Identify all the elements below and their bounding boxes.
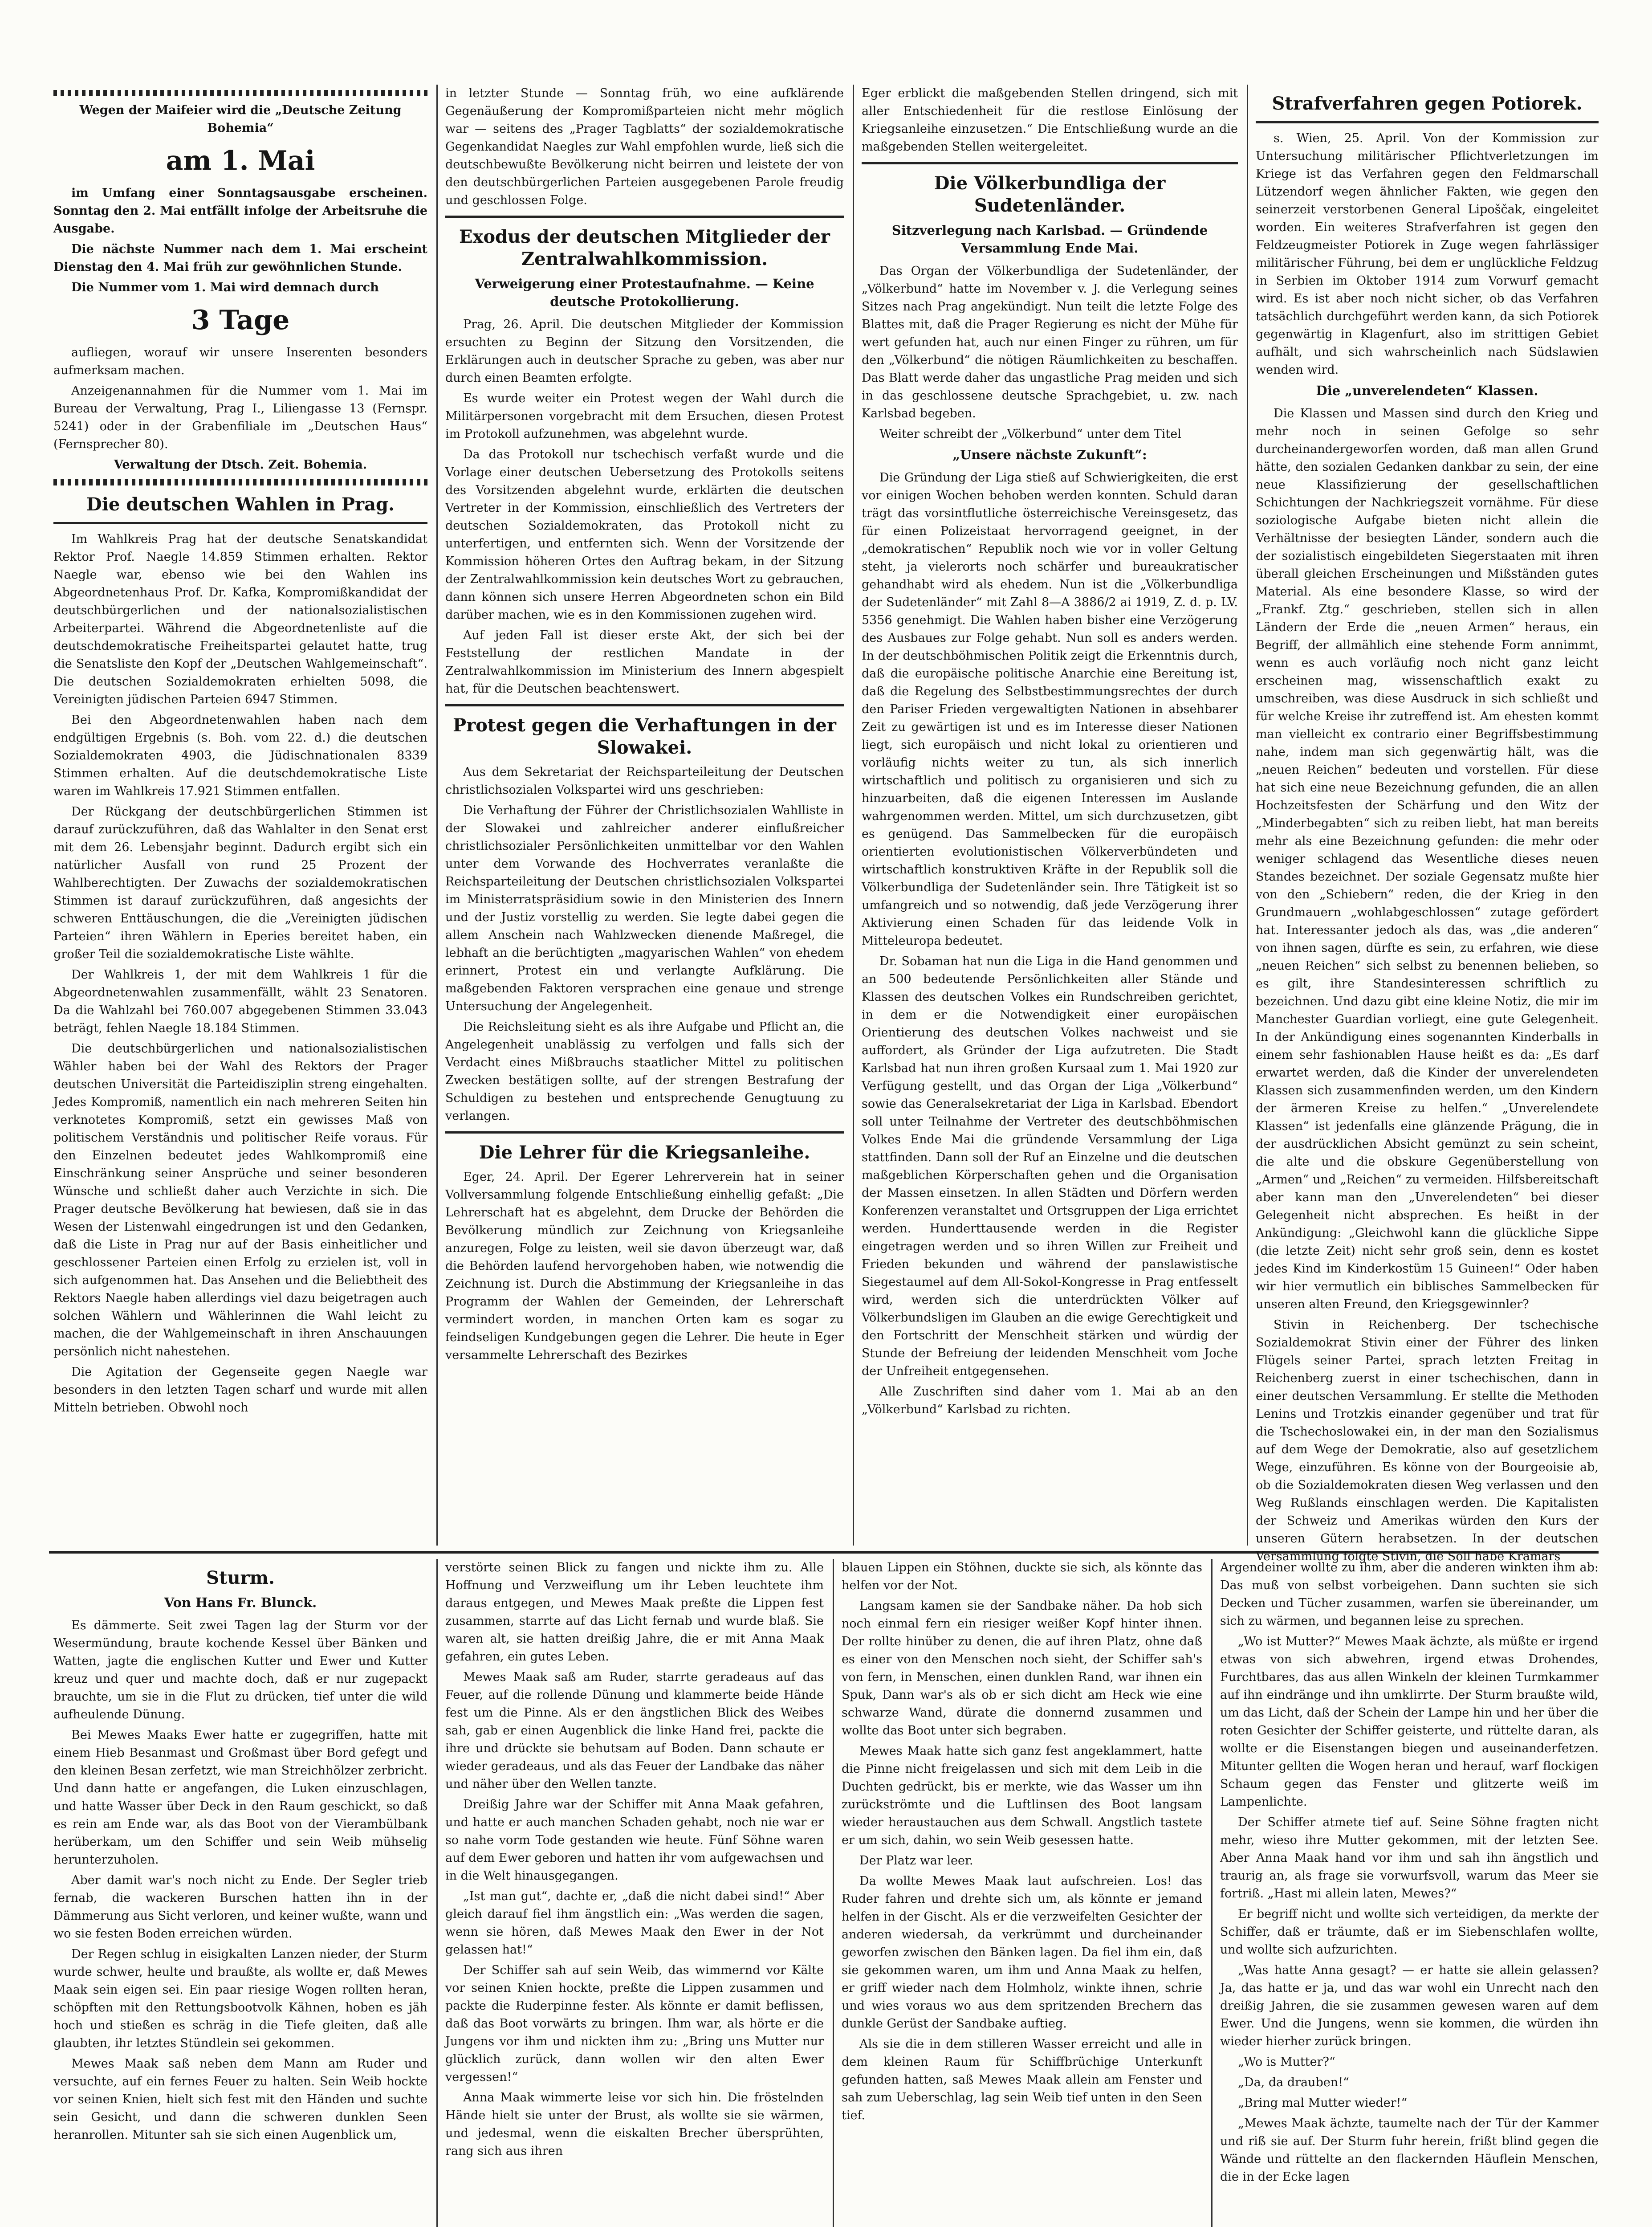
article-paragraph: Die Klassen und Massen sind durch den Krieg und mehr noch in seinen Gefolge so sehr durcheinandergeworfen worden, daß man allen Grund hätte, den sozialen Gedanken dankbar zu sein, der eine neue Klassifizierung der gesellschaftlichen Schichtungen der Nachkriegszeit vornähme. Für diese soziologische Aufgabe bieten nicht allein die Verhältnisse der besiegten Länder, sondern auch die der sozialistisch eingebildeten Siegerstaaten mit ihren überall gleichen Erscheinungen und Mißständen gutes Material. Als eine besondere Klasse, so wird der „Frankf. Ztg.“ geschrieben, stellen sich in allen Ländern der Erde die „neuen Armen“ heraus, ein Begriff, der allmählich eine stehende Form annimmt, wenn es auch vorläufig noch nicht ganz leicht erscheinen mag, wissenschaftlich exakt zu umschreiben, was diese Ausdruck in sich schließt und für welche Kreise ihr zutreffend ist. Am ehesten kommt man vielleicht ex contrario einer Begriffsbestimmung nahe, indem man sich gegenwärtig hält, was die „neuen Reichen“ bedeuten und vorstellen. Für diese hat sich eine neue Bezeichnung gefunden, die an allen Hochzeitsfesten der Schärfung und den Witz der „Minderbegabten“ sich zu reiben liebt, hat man bereits mehr als eine Bezeichnung gefunden: die mehr oder weniger schlagend das Wesentliche dieses neuen Standes bezeichnet. Der soziale Gegensatz mußte hier von den „Schiebern“ reden, die der Krieg in den Grundmauern „wohlabgeschlossen“ zutage gefördert hat. Interessanter jedoch als das, was „die anderen“ von ihnen sagen, dürfte es sein, zu erfahren, wie diese „neuen Reichen“ sich selbst zu benennen belieben, so es gilt, ihre Standesinteressen schriftlich zu bezeichnen. Und dazu gibt eine kleine Notiz, die mir im Manchester Guardian vorliegt, eine gute Gelegenheit. In der Ankündigung eines sogenannten Kinderballs in einem sehr fashionablen Hause heißt es da: „Es darf erwartet werden, daß die Kinder der unverelendeten Klassen sich zusammenfinden werden, um den Kindern der ärmeren Kreise zu helfen.“ „Unverelendete Klassen“ ist jedenfalls eine glänzende Prägung, die in der ausdrücklichen Absicht gemünzt zu sein scheint, die alte und die obskure Gegenüberstellung von „Armen“ und „Reichen“ zu vermeiden. Hilfsbereitschaft aber kann man den „Unverelendeten“ bei dieser Gelegenheit nicht absprechen. Es heißt in der Ankündigung: „Gleichwohl kann die glückliche Sippe (die letzte Zeit) nicht sehr groß sein, denn es kostet jedes Kind im Kinderkostüm 15 Guineen!“ Oder haben wir hier vermutlich ein biblisches Sammelbecken für unseren alten Freund, den Kriegsgewinnler?	[1256, 407, 1599, 1311]
story-paragraph: verstörte seinen Blick zu fangen und nickte ihm zu. Alle Hoffnung und Verzweiflung um ihr Leben leuchtete ihm daraus entgegen, und Mewes Maak preßte die Lippen fest zusammen, starrte auf das Licht fernab und wurde blaß. Sie waren alt, sie hatten dreißig Jahre, die er mit Anna Maak gefahren, ein gutes Leben.	[445, 1561, 824, 1664]
article-paragraph: Bei den Abgeordnetenwahlen haben nach dem endgültigen Ergebnis (s. Boh. vom 22. d.) die deutschen Sozialdemokraten 4903, die Jüdischnationalen 8339 Stimmen erhalten. Auf die deutschdemokratische Liste waren im Wahlkreis 17.921 Stimmen entfallen.	[53, 713, 427, 798]
article-paragraph: Der Wahlkreis 1, der mit dem Wahlkreis 1 für die Abgeordnetenwahlen zusammenfällt, wählt 23 Senatoren. Da die Wahlzahl bei 760.007 abgegebenen Stimmen 33.043 beträgt, fehlen Naegle 18.184 Stimmen.	[53, 968, 427, 1035]
story-paragraph: „Da, da drauben!“	[1238, 2076, 1349, 2089]
notice-text: aufliegen, worauf wir unsere Inserenten besonders aufmerksam machen.	[53, 346, 427, 377]
article-paragraph: Es wurde weiter ein Protest wegen der Wahl durch die Militärpersonen vorgebracht mit dem Ersuchen, diesen Protest im Protokoll aufzunehmen, was abgelehnt wurde.	[445, 392, 844, 441]
story-paragraph: Da wollte Mewes Maak laut aufschreien. Los! das Ruder fahren und drehte sich um, als könnte er jemand helfen in der Gischt. Als er die verzweifelten Gesichter der anderen wiedersah, da verkrümmt und durcheinander geworfen zwischen den Bänken lagen. Da fiel ihm ein, daß sie gekommen waren, um ihm und Anna Maak zu helfen, er griff wieder nach dem Holmholz, winkte ihnen, schrie und wies voraus wo aus dem spritzenden Brechern das dunkle Gerüst der Sandbake auftieg.	[842, 1874, 1202, 2031]
article-paragraph: Auf jeden Fall ist dieser erste Akt, der sich bei der Feststellung der restlichen Mandate in der Zentralwahlkommission im Ministerium des Innern abgespielt hat, für die Deutschen beachtenswert.	[445, 628, 844, 696]
notice-text: Anzeigenannahmen für die Nummer vom 1. Mai im Bureau der Verwaltung, Prag I., Liliengasse 13 (Fernspr. 5241) oder in der Grabenfiliale im „Deutschen Haus“ (Fernsprecher 80).	[53, 384, 427, 451]
article-headline: Die deutschen Wahlen in Prag.	[86, 494, 395, 515]
article-paragraph: Die Agitation der Gegenseite gegen Naegle war besonders in den letzten Tagen scharf und wurde mit allen Mitteln betrieben. Obwohl noch	[53, 1365, 427, 1415]
notice-date: am 1. Mai	[166, 145, 315, 176]
article-paragraph: Die Verhaftung der Führer der Christlichsozialen Wahlliste in der Slowakei und zahlreicher anderer einflußreicher christlichsozialer Persönlichkeiten unmittelbar vor den Wahlen unter dem Vorwande des Hochverrates veranlaßte die Reichsparteileitung der Deutschen christlichsozialen Volkspartei im Ministerratspräsidium sowie in den Ministerien des Innern und der Justiz vorstellig zu werden. Sie legte dabei gegen die allem Anschein nach Wahlzwecken dienende Maßregel, die lebhaft an die berüchtigten „magyarischen Wahlen“ von ehedem erinnert, Protest ein und verlangte Aufklärung. Die maßgebenden Faktoren versprachen eine genaue und strenge Untersuchung der Angelegenheit.	[445, 804, 844, 1013]
story-paragraph: Langsam kamen sie der Sandbake näher. Da hob sich noch einmal fern ein riesiger weißer Kopf hinter ihnen. Der rollte hinüber zu denen, die auf ihren Platz, ohne daß es einer von den Menschen noch sieht, der Schiffer sah's von fern, in Menschen, einen dunklen Rand, war ihnen ein Spuk, Dann war's als ob er sich dicht am Heck wie eine schwarze Wand, dürate die donnernd zusammen und wollte das Boot unter sich begraben.	[842, 1599, 1202, 1738]
headline-rule	[53, 522, 427, 524]
story-paragraph: „Mewes Maak ächzte, taumelte nach der Tür der Kammer und riß sie auf. Der Sturm fuhr herein, frißt blind gegen die Wände und rüttelte an den flackernden Häuflein Menschen, die in der Ecke lagen	[1220, 2117, 1599, 2184]
story-column-2	[445, 1559, 824, 2227]
notice-signature: Verwaltung der Dtsch. Zeit. Bohemia.	[114, 458, 367, 472]
article-headline: Protest gegen die Verhaftungen in der Slowakei.	[453, 715, 836, 758]
story-paragraph: Dreißig Jahre war der Schiffer mit Anna Maak gefahren, und hatte er auch manchen Schaden gehabt, noch nie war er so nahe vorm Tode gestanden wie heute. Fünf Söhne waren auf dem Ewer geboren und hatten ihr vom aufgewachsen und in die Welt hinausgegangen.	[445, 1798, 824, 1883]
story-paragraph: „Was hatte Anna gesagt? — er hatte sie allein gelassen? Ja, das hatte er ja, und das war wohl ein Unrecht nach den dreißig Jahren, die sie zusammen gewesen waren auf dem Ewer. Und die Jungens, wenn sie kommen, die würden ihn wieder hierher zurück bringen.	[1220, 1963, 1599, 2048]
story-paragraph: Aber damit war's noch nicht zu Ende. Der Segler trieb fernab, die wackeren Burschen hatten ihn in der Dämmerung aus Sicht verloren, und keiner wußte, wann und wo sie festen Boden erreichen würden.	[53, 1873, 427, 1941]
article-paragraph: Dr. Sobaman hat nun die Liga in die Hand genommen und an 500 bedeutende Persönlichkeiten aller Stände und Klassen des deutschen Volkes ein Rundschreiben gerichtet, in dem er die Notwendigkeit einer europäischen Orientierung des deutschen Volkes nachweist und sie auffordert, als Gründer der Liga aufzutreten. Die Stadt Karlsbad hat nun ihren großen Kursaal zum 1. Mai 1920 zur Verfügung gestellt, und das Organ der Liga „Völkerbund“ sowie das Generalsekretariat der Liga in Karlsbad. Ebendort soll unter Teilnahme der Vertreter des deutschböhmischen Volkes Ende Mai die gründende Versammlung der Liga stattfinden. Dann soll der Ruf an Einzelne und die deutschen maßgeblichen Körperschaften gehen und die Organisation der Massen einsetzen. In allen Städten und Dörfern werden Konferenzen veranstaltet und Ortsgruppen der Liga errichtet werden. Hunderttausende werden in die Register eingetragen werden und so ihren Willen zur Freiheit und Frieden bekunden und während der panslawistische Siegestaumel auf dem All-Sokol-Kongresse in Prag entfesselt wird, werden sich die unterdrückten Völker auf Völkerbundsligen im Glauben an die ewige Gerechtigkeit und den Fortschritt der Menschheit stärken und würdig der Stunde der Befreiung der leidenden Menschheit vom Joche der Unfreiheit entgegensehen.	[862, 954, 1238, 1378]
notice-text: Die nächste Nummer nach dem 1. Mai erscheint Dienstag den 4. Mai früh zur gewöhnlichen Stunde.	[53, 242, 427, 274]
article-paragraph: Die deutschbürgerlichen und nationalsozialistischen Wähler haben bei der Wahl des Rektors der Prager deutschen Universität die Parteidisziplin streng eingehalten. Jedes Kompromiß, namentlich ein nach mehreren Seiten hin verknotetes Kompromiß, setzt ein gewisses Maß von politischem Verständnis und politischer Reife voraus. Für den Einzelnen bedeutet jedes Wahlkompromiß eine Einschränkung seiner Ansprüche und seiner besonderen Wünsche und schließt daher auch Verzichte in sich. Die Prager deutsche Bevölkerung hat bewiesen, daß sie in das Wesen der Listenwahl eingedrungen ist und den Gedanken, daß die Liste in Prag nur auf der Basis einheitlicher und geschlossener Parteien einen Erfolg zu erzielen ist, voll in sich aufgenommen hat. Das Ansehen und die Beliebtheit des Rektors Naegle haben allerdings viel dazu beigetragen auch solchen Wählern und Wählerinnen die Wahl leicht zu machen, die der Wahlgemeinschaft in ihren Anschauungen persönlich nicht nahestehen.	[53, 1042, 427, 1358]
article-paragraph: Weiter schreibt der „Völkerbund“ unter dem Titel	[879, 427, 1181, 441]
story-paragraph: Es dämmerte. Seit zwei Tagen lag der Sturm vor der Wesermündung, braute kochende Kessel über Bänken und Watten, jagte die englischen Kutter und Ewer und Kutter kreuz und quer und machte doch, daß er nur zugepackt brauchte, um sie in die Flut zu drücken, tief unter die wild aufheulende Dünung.	[53, 1619, 427, 1721]
story-column-4	[1220, 1559, 1599, 2227]
article-paragraph: Der Rückgang der deutschbürgerlichen Stimmen ist darauf zurückzuführen, daß das Wahlalter in den Senat erst mit dem 26. Lebensjahr beginnt. Dadurch ergibt sich ein natürlicher Ausfall von rund 25 Prozent der Wahlberechtigten. Der Zuwachs der sozialdemokratischen Stimmen ist darauf zurückzuführen, daß angesichts der schweren Enttäuschungen, die die „Vereinigten jüdischen Parteien“ ihren Wählern in Eperies bereitet haben, ein großer Teil die sozialdemokratische Liste wählte.	[53, 805, 427, 961]
notice-text: Wegen der Maifeier wird die „Deutsche Zeitung Bohemia“	[79, 103, 402, 135]
story-paragraph: Mewes Maak hatte sich ganz fest angeklammert, hatte die Pinne nicht freigelassen und sich mit dem Leib in die Duchten gedrückt, bis er merkte, wie das Wasser um ihn zurückströmte und die Luftlinsen des Boot langsam wieder heraustauchen aus dem Schwall. Angstlich tastete er um sich, dahin, wo sein Weib gesessen hatte.	[842, 1744, 1202, 1847]
story-paragraph: Er begriff nicht und wollte sich verteidigen, da merkte der Schiffer, daß er träumte, daß er im Siebenschlafen wollte, und wollte sich aufzurichten.	[1220, 1907, 1599, 1957]
article-paragraph: Alle Zuschriften sind daher vom 1. Mai ab an den „Völkerbund“ Karlsbad zu richten.	[862, 1385, 1238, 1416]
article-headline: Strafverfahren gegen Potiorek.	[1272, 93, 1583, 114]
story-paragraph: Mewes Maak saß am Ruder, starrte geradeaus auf das Feuer, auf die rollende Dünung und klammerte beide Hände fest um die Pinne. Als er den ängstlichen Blick des Weibes sah, gab er einen Augenblick die linke Hand frei, packte die ihre und drückte sie behutsam auf Boden. Dann schaute er wieder geradeaus, und als das Feuer der Landbake das näher und näher über den Wellen tanzte.	[445, 1670, 824, 1791]
story-headline: Sturm.	[206, 1567, 275, 1588]
story-paragraph: Der Platz war leer.	[859, 1854, 973, 1868]
article-paragraph: in letzter Stunde — Sonntag früh, wo eine aufklärende Gegenäußerung der Kompromißparteien nicht mehr möglich war — seitens des „Prager Tagblatts“ der sozialdemokratische Gegenkandidat Naegles zur Wahl empfohlen wurde, ließ sich die deutschbewußte Bevölkerung nicht beirren und leistete der von den deutschbürgerlichen Parteien ausgegebenen Parole freudig und geschlossen Folge.	[445, 86, 844, 207]
article-headline: Die Völkerbundliga der Sudetenländer.	[934, 173, 1166, 216]
article-paragraph: Da das Protokoll nur tschechisch verfaßt wurde und die Vorlage einer deutschen Uebersetzung des Protokolls seitens des Vorsitzenden abgelehnt wurde, erklärten die deutschen Vertreter in der Kommission, einschließlich des Vertreters der deutschen Sozialdemokraten, das Protokoll nicht zu unterfertigen, und entfernten sich. Wenn der Vorsitzende der Kommission höheren Ortes den Auftrag bekam, in der Sitzung der Zentralwahlkommission kein deutsches Wort zu gebrauchen, dann können sich unsere Herren Abgeordneten schon ein Bild darüber machen, wie es in den Kommissionen zugehen wird.	[445, 448, 844, 622]
ornament-rule	[53, 479, 427, 485]
article-paragraph: Im Wahlkreis Prag hat der deutsche Senatskandidat Rektor Prof. Naegle 14.859 Stimmen erhalten. Rektor Naegle war, ebenso wie bei den Wahlen ins Abgeordnetenhaus Prof. Dr. Kafka, Kompromißkandidat der deutschbürgerlichen und der nationalsozialistischen Arbeiterpartei. Während die Abgeordnetenliste auf die deutschdemokratische Freiheitspartei gelautet hatte, trug die Senatsliste den Kopf der „Deutschen Wahlgemeinschaft“. Die deutschen Sozialdemokraten erhielten 5098, die Vereinigten jüdischen Parteien 6947 Stimmen.	[53, 532, 427, 706]
article-subhead: „Unsere nächste Zukunft“:	[952, 447, 1147, 462]
column-4	[1256, 85, 1599, 1563]
column-rule	[853, 85, 854, 1546]
story-paragraph: Anna Maak wimmerte leise vor sich hin. Die fröstelnden Hände hielt sie unter der Brust, als wollte sie sie wärmen, und jedesmal, wenn die eiskalten Brecher übersprühten, rang sich aus ihren	[445, 2091, 824, 2158]
headline-rule	[445, 704, 844, 706]
column-rule	[436, 85, 438, 1546]
notice-days: 3 Tage	[191, 305, 290, 336]
story-paragraph: „Ist man gut“, dachte er, „daß die nicht dabei sind!“ Aber gleich darauf fiel ihm ängstlich ein: „Was werden die sagen, wenn sie hören, daß Mewes Maak den Ewer in der Not gelassen hat!“	[445, 1889, 824, 1957]
notice-text: im Umfang einer Sonntagsausgabe erscheinen. Sonntag den 2. Mai entfällt infolge der Arbeitsruhe die Ausgabe.	[53, 186, 427, 236]
column-3	[862, 85, 1238, 1550]
article-paragraph: Aus dem Sekretariat der Reichsparteileitung der Deutschen christlichsozialen Volkspartei wird uns geschrieben:	[445, 765, 844, 797]
story-paragraph: „Bring mal Mutter wieder!“	[1238, 2096, 1408, 2110]
story-paragraph: „Wo ist Mutter?“ Mewes Maak ächzte, als müßte er irgend etwas von sich abwehren, irgend etwas Drohendes, Furchtbares, das aus allen Winkeln der kleinen Turmkammer auf ihn eindränge und ihn umklirrte. Der Sturm braußte wild, um das Licht, daß der Schein der Lampe hin und her über die roten Gesichter der Schiffer geisterte, und rüttelte daran, als wollte er die Eisenstangen biegen und auseinanderfetzen. Mitunter gellten die Wogen heran und herauf, warf flockigen Schaum gegen das Fenster und glitzerte weiß im Lampenlichte.	[1220, 1635, 1599, 1809]
article-paragraph: Eger, 24. April. Der Egerer Lehrerverein hat in seiner Vollversammlung folgende Entschließung einhellig gefaßt: „Die Lehrerschaft hat es abgelehnt, dem Drucke der Behörden die Bevölkerung mündlich zur Zeichnung von Kriegsanleihe anzuregen, Folge zu leisten, weil sie davon überzeugt war, daß die Behörden laufend hervorgehoben haben, wie notwendig die Zeichnung ist. Durch die Abstimmung der Kriegsanleihe in das Programm der Wahlen der Gemeinden, der Lehrerschaft vermindert worden, in manchen Orten kam es sogar zu feindseligen Kundgebungen gegen die Lehrer. Die heute in Eger versammelte Lehrerschaft des Bezirkes	[445, 1170, 844, 1362]
article-paragraph: Eger erblickt die maßgebenden Stellen dringend, sich mit aller Entschiedenheit für die restlose Einlösung der Kriegsanleihe einzusetzen.“ Die Entschließung wurde an die maßgebenden Stellen weitergeleitet.	[862, 86, 1238, 154]
story-column-1	[53, 1559, 427, 2227]
story-paragraph: Der Regen schlug in eisigkalten Lanzen nieder, der Sturm wurde schwer, heulte und braußte, als wollte er, daß Mewes Maak sein eigen sei. Ein paar riesige Wogen rollten heran, schöpften mit den Rettungsbootvolk Kähnen, hoben es jäh hoch und stießen es schräg in die Tiefe gleiten, daß alle glaubten, ihr letztes Stündlein sei gekommen.	[53, 1947, 427, 2050]
story-paragraph: Bei Mewes Maaks Ewer hatte er zugegriffen, hatte mit einem Hieb Besanmast und Großmast über Bord gefegt und den kleinen Besan zerfetzt, wie man Streichhölzer zerbricht. Und dann hatte er angefangen, die Luken einzuschlagen, und hatte Wasser über Deck in den Raum geschickt, so daß es rein am Ende war, als das Boot von der Vierambülbank herüberkam, um den Schiffer und sein Weib mühselig herunterzuholen.	[53, 1728, 427, 1867]
column-1	[53, 85, 427, 1550]
story-paragraph: Argendeiner wollte zu ihm, aber die anderen winkten ihm ab: Das muß von selbst vorbeigehen. Dann suchten sie sich Decken und Tücher zusammen, warfen sie übereinander, um sich zu wärmen, und begannen leise zu sprechen.	[1220, 1561, 1599, 1628]
story-paragraph: Mewes Maak saß neben dem Mann am Ruder und versuchte, auf ein fernes Feuer zu halten. Sein Weib hockte vor seinen Knien, hielt sich fest mit den Händen und suchte sein Gesicht, und dann die schweren dunklen Seen heranrollen. Mitunter sah sie sich einen Augenblick um,	[53, 2057, 427, 2142]
headline-rule	[1256, 121, 1599, 123]
article-paragraph: Stivin in Reichenberg. Der tschechische Sozialdemokrat Stivin einer der Führer des linken Flügels seiner Partei, sprach letzten Freitag in Reichenberg zuerst in einer tschechischen, dann in einer deutschen Versammlung. Er stellte die Methoden Lenins und Trotzkis einander gegenüber und trat für die Tschechoslowakei ein, in der man den Sozialismus auf dem Wege der Demokratie, also auf gesetzlichem Wege, einzuführen. Es könne von der Bourgeoisie ab, ob die Sozialdemokraten diesen Weg verlassen und den Weg Rußlands einschlagen werden. Die Kapitalisten der Schweiz und Amerikas würden den Kurs der unseren Gütern herabsetzen. In der deutschen Versammlung folgte Stivin, die Soll habe Kramars	[1256, 1318, 1599, 1563]
article-subhead: Die „unverelendeten“ Klassen.	[1316, 383, 1538, 398]
story-paragraph: Der Schiffer atmete tief auf. Seine Söhne fragten nicht mehr, wieso ihre Mutter gekommen, mit der letzten See. Aber Anna Maak hand vor ihm und sah ihn ängstlich und traurig an, als frage sie vorwurfsvoll, warum das Meer sie fortriß. „Hast mi allein laten, Mewes?“	[1220, 1815, 1599, 1901]
article-paragraph: s. Wien, 25. April. Von der Kommission zur Untersuchung militärischer Pflichtverletzungen im Kriege ist das Verfahren gegen den Feldmarschall Lützendorf wegen ähnlicher Fakten, wie gegen den seinerzeit verstorbenen General Lipoščak, eingeleitet worden. Ein weiteres Strafverfahren ist gegen den Feldzeugmeister Potiorek in Zuge wegen fahrlässiger militärischer Führung, bei dem er unglückliche Feldzug in Serbien im Oktober 1914 zum Vorwurf gemacht wird. Es ist aber noch nicht sicher, ob das Verfahren tatsächlich durchgeführt werden kann, da sich Potiorek gegenwärtig in Klagenfurt, also im strittigen Gebiet aufhält, und sich wahrscheinlich nach Südslawien wenden wird.	[1256, 131, 1599, 377]
column-2	[445, 85, 844, 1550]
article-headline: Exodus der deutschen Mitglieder der Zentralwahlkommission.	[459, 226, 830, 269]
story-paragraph: Der Schiffer sah auf sein Weib, das wimmernd vor Kälte vor seinen Knien hockte, preßte die Lippen zusammen und packte die Ruderpinne fester. Als könnte er damit beflissen, daß das Boot vorwärts zu bringen. Ihm war, als hörte er die Jungens vor ihm und nickten ihm zu: „Bring uns Mutter nur glücklich zurück, dann wollen wir den alten Ewer vergessen!“	[445, 1963, 824, 2084]
story-column-3	[842, 1559, 1202, 2227]
headline-rule	[862, 162, 1238, 164]
article-paragraph: Das Organ der Völkerbundliga der Sudetenländer, der „Völkerbund“ hatte im November v. J. die Verlegung seines Sitzes nach Prag angekündigt. Nun teilt die letzte Folge des Blattes mit, daß die Prager Regierung es nicht der Mühe für wert gefunden hat, auch nur einen Finger zu rühren, um für den „Völkerbund“ die nötigen Räumlichkeiten zu beschaffen. Das Blatt werde daher das ungastliche Prag meiden und sich in das geschlossene deutsche Sprachgebiet, u. zw. nach Karlsbad begeben.	[862, 264, 1238, 420]
column-rule	[436, 1559, 438, 2227]
ornament-rule	[53, 90, 427, 96]
column-rule	[1211, 1559, 1213, 2227]
column-rule	[833, 1559, 834, 2227]
article-paragraph: Die Gründung der Liga stieß auf Schwierigkeiten, die erst vor einigen Wochen behoben werden konnten. Schuld daran trägt das vorsintflutliche österreichische Vereinsgesetz, das für einen Polizeistaat hervorragend geeignet, in der „demokratischen“ Republik noch wie vor in voller Geltung steht, ja vielerorts noch schärfer und bureaukratischer gehandhabt wird als ehedem. Nun ist die „Völkerbundliga der Sudetenländer“ mit Zahl 8—A 3886/2 ai 1919, Z. d. p. LV. 5356 genehmigt. Die Wahlen haben bisher eine Verzögerung des Ausbaues zur Folge gehabt. Nun soll es anders werden. In der deutschböhmischen Politik zeigt die Erkenntnis durch, daß die europäische politische Anarchie eine Bereitung ist, daß die Regelung des Selbstbestimmungsrechtes der durch den Pariser Frieden vergewaltigten Nationen in absehbarer Zeit zu gewärtigen ist und es im Interesse dieser Nationen liegt, sich europäisch und nicht lokal zu orientieren und vorläufig nichts weiter zu tun, als sich innerlich wirtschaftlich und politisch zu organisieren und sich zu hinzuarbeiten, daß die eigenen Interessen im Auslande wahrgenommen werden. Mittel, um sich durchzusetzen, gibt es genügend. Das Sammelbecken für die europäisch orientierten evolutionistischen Völkerverbündeten und wirtschaftlich konstruktiven Kräfte in der Republik soll die Völkerbundliga der Sudetenländer sein. Ihre Tätigkeit ist so umfangreich und so notwendig, daß jede Verzögerung ihrer Aktivierung einen Schaden für das leidende Volk in Mitteleuropa bedeutet.	[862, 471, 1238, 948]
story-byline: Von Hans Fr. Blunck.	[164, 1595, 317, 1610]
article-paragraph: Prag, 26. April. Die deutschen Mitglieder der Kommission ersuchten zu Beginn der Sitzung den Vorsitzenden, die Erklärungen auch in deutscher Sprache zu geben, was aber nur durch einen Beamten erfolgte.	[445, 318, 844, 385]
article-paragraph: Die Reichsleitung sieht es als ihre Aufgabe und Pflicht an, die Angelegenheit unablässig zu verfolgen und falls sich der Verdacht eines Mißbrauchs staatlicher Mittel zu politischen Zwecken bestätigen sollte, auf der strengen Bestrafung der Schuldigen zu bestehen und entsprechende Genugtuung zu verlangen.	[445, 1020, 844, 1123]
story-paragraph: „Wo is Mutter?“	[1238, 2055, 1335, 2069]
article-subhead: Verweigerung einer Protestaufnahme. — Keine deutsche Protokollierung.	[475, 276, 814, 309]
column-rule	[1247, 85, 1248, 1546]
story-paragraph: Als sie die in dem stilleren Wasser erreicht und alle in dem kleinen Raum für Schiffbrüchige Unterkunft gefunden hatten, saß Mewes Maak allein am Fenster und sah zum Ueberschlag, lag sein Weib tief unten in den Seen tief.	[842, 2037, 1202, 2122]
notice-text: Die Nummer vom 1. Mai wird demnach durch	[71, 281, 379, 294]
story-paragraph: blauen Lippen ein Stöhnen, duckte sie sich, als könnte das helfen vor der Not.	[842, 1561, 1202, 1592]
headline-rule	[445, 1131, 844, 1134]
headline-rule	[445, 216, 844, 218]
article-subhead: Sitzverlegung nach Karlsbad. — Gründende Versammlung Ende Mai.	[891, 223, 1208, 256]
article-headline: Die Lehrer für die Kriegsanleihe.	[479, 1142, 810, 1163]
